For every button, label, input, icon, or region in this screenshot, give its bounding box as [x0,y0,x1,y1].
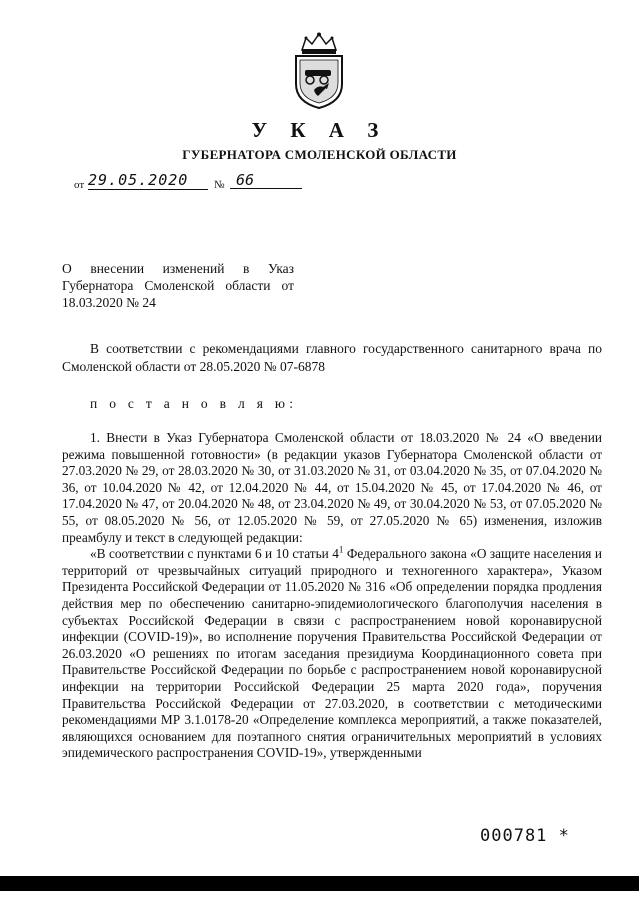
serial-number-stamp: 000781 * [480,826,570,846]
decree-body [62,430,602,762]
date-number-line [74,171,314,196]
resolve-word: п о с т а н о в л я ю: [90,396,298,411]
document-title: У К А З [251,118,388,142]
decree-date: 29.05.2020 [88,172,208,190]
article-superscript: 1 [338,544,344,555]
paragraph-1: 1. Внести в Указ Губернатора Смоленской области от 18.03.2020 № 24 «О введении режима повышенной готовности» (в редакции указов Губернатора Смоленской области от 27.03.2020 № 29, от 28.03.2020 № 30, от 31.03.2020 № 31, от 03.04.2020 № 35, от 07.04.2020 № 36, от 10.04.2020 № 42, от 12.04.2020 № 44, от 15.04.2020 № 45, от 17.04.2020 № 46, от 17.04.2020 № 47, от 20.04.2020 № 48, от 23.04.2020 № 49, от 30.04.2020 № 53, от 07.05.2020 № 55, от 08.05.2020 № 56, от 12.05.2020 № 59, от 27.05.2020 № 65) изменения, изложив преамбулу и текст в следующей редакции: [62,430,602,545]
number-prefix: № [214,179,225,191]
decree-subject: О внесении изменений в Указ Губернатора Смоленской области от 18.03.2020 № 24 [62,261,294,310]
date-prefix: от [74,179,85,191]
paragraph-2-start: «В соответствии с пунктами 6 и 10 статьи 4 [90,546,339,562]
scan-edge-bar [0,876,639,891]
paragraph-2-rest: Федерального закона «О защите населения и территорий от чрезвычайных ситуаций природного и техногенного характера», Указом Президента Российской Федерации от 11.05.2020 № 316 «Об определении порядка продления действия мер по обеспечению санитарно-эпидемиологического благополучия населения в субъектах Российской Федерации в связи с распространением новой коронавирусной инфекции (COVID-19)», во исполнение поручения Правительства Российской Федерации от 26.03.2020 «О решениях по итогам заседания президиума Координационного совета при Правительстве Российской Федерации по борьбе с распространением новой коронавирусной инфекции на территории Российской Федерации 25 марта 2020 года», поручения Правительства Российской Федерации от 27.03.2020, в соответствии с методическими рекомендациями МР 3.1.0178-20 «Определение комплекса мероприятий, а также показателей, являющихся основанием для поэтапного снятия ограничительных мероприятий в условиях эпидемического распространения COVID-19», утвержденными [62,546,602,761]
document-issuer: ГУБЕРНАТОРА СМОЛЕНСКОЙ ОБЛАСТИ [182,147,457,162]
coat-of-arms-icon [288,32,350,110]
paragraph-2 [62,546,602,762]
decree-number: 66 [230,172,302,189]
preamble-paragraph: В соответствии с рекомендациями главного государственного санитарного врача по Смоленской области от 28.05.2020 № 07-6878 [62,341,602,374]
